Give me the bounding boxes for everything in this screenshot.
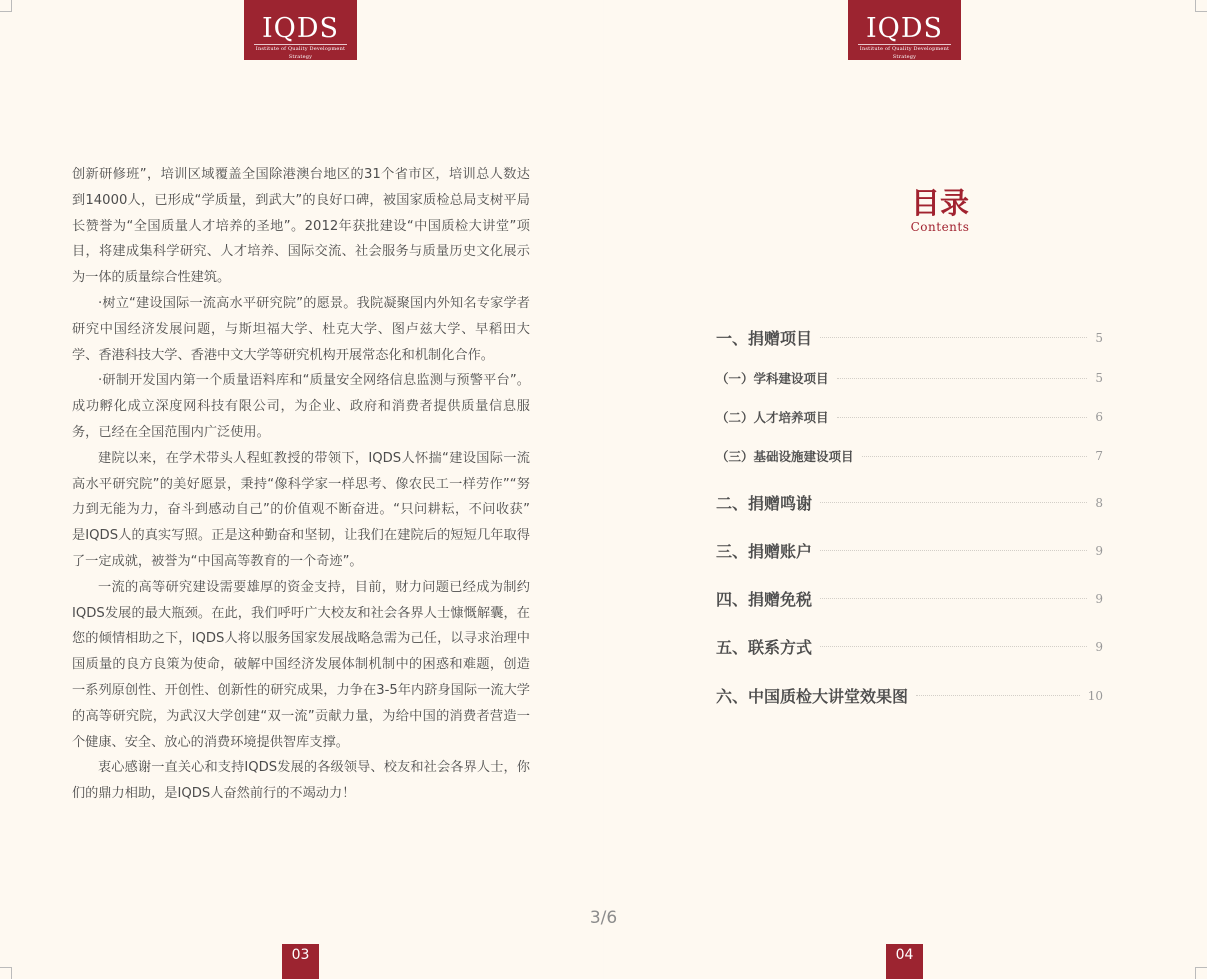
- toc-entry-label: （一）学科建设项目: [716, 371, 829, 386]
- logo-subtitle: Institute of Quality Development Strategy: [859, 46, 950, 60]
- toc-entry-label: 二、捐赠鸣谢: [716, 494, 813, 513]
- logo-subtitle: Institute of Quality Development Strategy: [255, 46, 346, 60]
- page-number: 04: [886, 944, 923, 979]
- toc-entry-label: 四、捐赠免税: [716, 590, 813, 609]
- toc-heading: [880, 186, 1000, 234]
- crop-mark: [1195, 967, 1207, 979]
- toc-entry[interactable]: [716, 326, 1103, 349]
- toc-title: 目录: [910, 186, 969, 220]
- logo-text: IQDS: [866, 13, 943, 44]
- toc-entry-label: 五、联系方式: [716, 638, 813, 657]
- logo-text: IQDS: [262, 13, 339, 44]
- toc-entry-label: 一、捐赠项目: [716, 329, 813, 348]
- toc-entry-page: 9: [1095, 591, 1103, 606]
- toc-leader: [837, 417, 1088, 418]
- body-text: [72, 162, 530, 807]
- toc-entry[interactable]: [716, 491, 1103, 514]
- iqds-logo: [848, 0, 961, 60]
- toc-entry-page: 10: [1087, 688, 1103, 703]
- page-number: 03: [282, 944, 319, 979]
- toc-entry-page: 5: [1095, 371, 1103, 385]
- toc-entry[interactable]: [716, 369, 1103, 387]
- toc-subtitle: Contents: [910, 220, 970, 234]
- toc-entry-label: 六、中国质检大讲堂效果图: [716, 687, 909, 706]
- toc-leader: [916, 695, 1080, 696]
- toc-entry[interactable]: [716, 587, 1103, 610]
- toc-entry-page: 6: [1095, 410, 1103, 424]
- toc-entry-page: 9: [1095, 639, 1103, 654]
- toc-leader: [820, 337, 1087, 338]
- paragraph: ·研制开发国内第一个质量语料库和“质量安全网络信息监测与预警平台”。成功孵化成立深度网科技有限公司，为企业、政府和消费者提供质量信息服务，已经在全国范围内广泛使用。: [72, 373, 530, 440]
- toc-entry[interactable]: [716, 635, 1103, 658]
- toc-entry[interactable]: [716, 408, 1103, 426]
- paragraph: 一流的高等研究建设需要雄厚的资金支持，目前，财力问题已经成为制约IQDS发展的最大瓶颈。在此，我们呼吁广大校友和社会各界人士慷慨解囊，在您的倾情相助之下，IQDS人将以服务国家发展战略急需为己任，以寻求治理中国质量的良方良策为使命，破解中国经济发展体制机制中的困惑和难题，创造一系列原创性、开创性、创新性的研究成果，力争在3-5年内跻身国际一流大学的高等研究院，为武汉大学创建“双一流”贡献力量，为给中国的消费者营造一个健康、安全、放心的消费环境提供智库支撑。: [72, 579, 530, 750]
- paragraph: ·树立“建设国际一流高水平研究院”的愿景。我院凝聚国内外知名专家学者研究中国经济发展问题，与斯坦福大学、杜克大学、图卢兹大学、早稻田大学、香港科技大学、香港中文大学等研究机构开展常态化和机制化合作。: [72, 295, 530, 363]
- toc-leader: [820, 550, 1087, 551]
- toc-leader: [820, 502, 1087, 503]
- toc-leader: [837, 378, 1088, 379]
- left-page: [0, 0, 603, 979]
- paragraph: 建院以来，在学术带头人程虹教授的带领下，IQDS人怀揣“建设国际一流高水平研究院”的美好愿景，秉持“像科学家一样思考、像农民工一样劳作”“努力到无能为力，奋斗到感动自己”的价值观不断奋进。“只问耕耘，不问收获” 是IQDS人的真实写照。正是这种勤奋和坚韧，让我们在建院后的短短几年取得了一定成就，被誉为“中国高等教育的一个奇迹”。: [72, 450, 530, 569]
- page-indicator: 3/6: [589, 908, 618, 928]
- toc-entry[interactable]: [716, 447, 1103, 465]
- crop-mark: [0, 967, 12, 979]
- iqds-logo: [244, 0, 357, 60]
- toc-entry-page: 8: [1095, 495, 1103, 510]
- right-page: [604, 0, 1207, 979]
- toc-leader: [820, 598, 1087, 599]
- crop-mark: [1195, 0, 1207, 12]
- toc-entry[interactable]: [716, 539, 1103, 562]
- paragraph: 衷心感谢一直关心和支持IQDS发展的各级领导、校友和社会各界人士，你们的鼎力相助，是IQDS人奋然前行的不竭动力！: [72, 760, 530, 802]
- toc-leader: [820, 646, 1087, 647]
- toc-entry[interactable]: [716, 684, 1103, 707]
- toc-entry-page: 7: [1095, 449, 1103, 463]
- toc-entry-label: （二）人才培养项目: [716, 410, 829, 425]
- paragraph: 创新研修班”，培训区域覆盖全国除港澳台地区的31个省市区，培训总人数达到14000人，已形成“学质量，到武大”的良好口碑，被国家质检总局支树平局长赞誉为“全国质量人才培养的圣地”。2012年获批建设“中国质检大讲堂”项目，将建成集科学研究、人才培养、国际交流、社会服务与质量历史文化展示为一体的质量综合性建筑。: [72, 167, 530, 286]
- toc-entry-page: 9: [1095, 543, 1103, 558]
- toc-leader: [862, 456, 1088, 457]
- toc-entry-label: 三、捐赠账户: [716, 542, 813, 561]
- toc-entry-page: 5: [1095, 330, 1103, 345]
- crop-mark: [0, 0, 12, 12]
- toc-entry-label: （三）基础设施建设项目: [716, 449, 854, 464]
